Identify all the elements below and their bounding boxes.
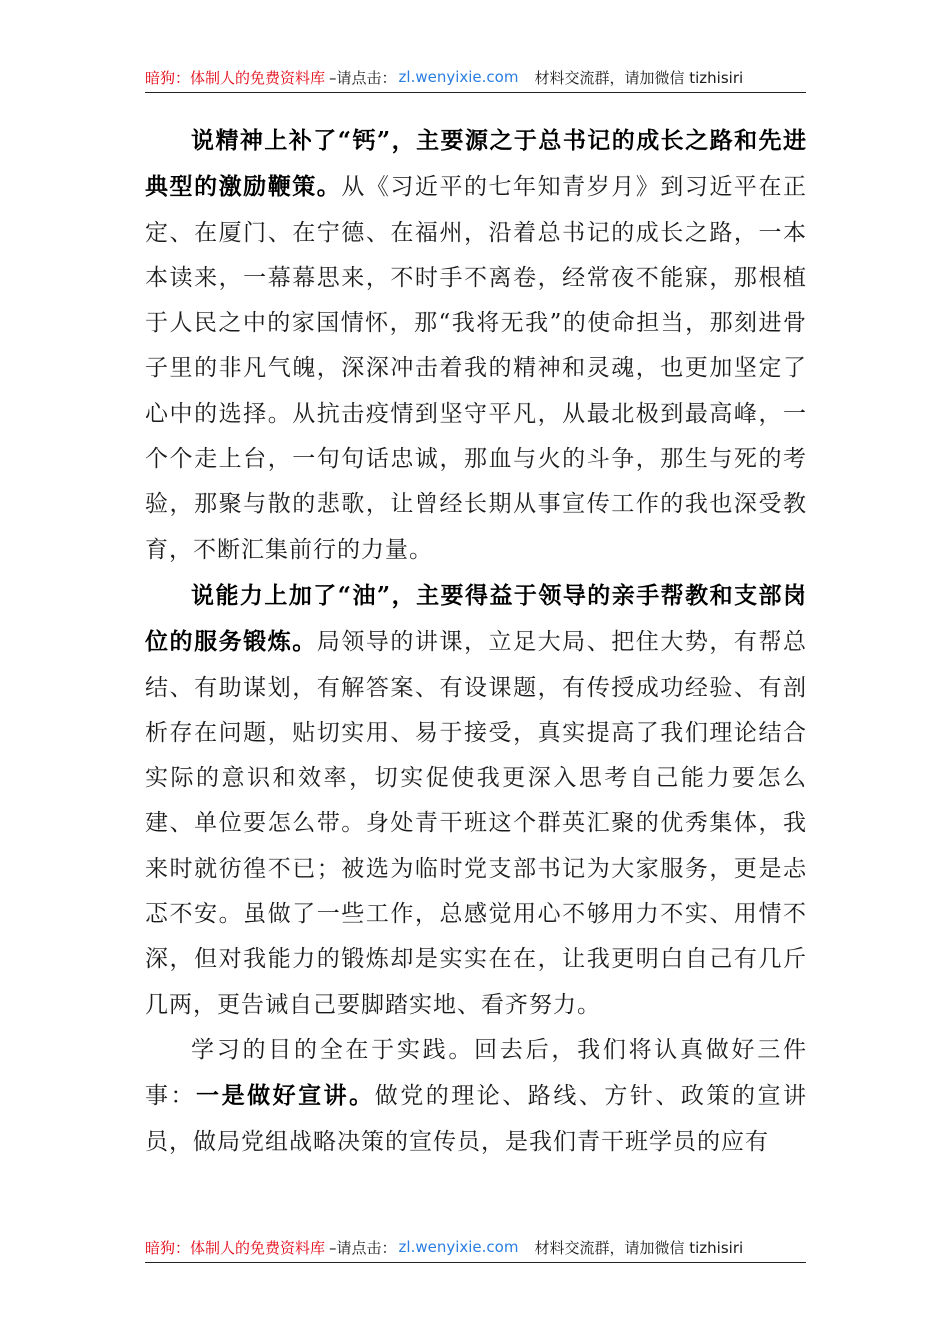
paragraph-ability-lead: 说能力上加了“油”，主要得益于领导的亲手帮教和支部岗位的服务锻炼。 xyxy=(145,581,807,656)
footer-click-label: –请点击： xyxy=(329,1238,397,1257)
paragraph-practice-pre: 学习的目的全在于实践。回去后，我们将认真做好三件事： xyxy=(145,1036,807,1110)
footer-group-note: 材料交流群，请加微信 tizhisiri xyxy=(534,1238,744,1257)
footer-banner xyxy=(145,1232,806,1263)
paragraph-spirit xyxy=(145,118,807,573)
header-url-link[interactable]: zl.wenyixie.com xyxy=(398,68,519,86)
header-brand-link[interactable]: 暗狗：体制人的免费资料库 xyxy=(145,68,326,87)
document-body xyxy=(145,118,807,1165)
paragraph-spirit-body: 从《习近平的七年知青岁月》到习近平在正定、在厦门、在宁德、在福州，沿着总书记的成长之路，一本本读来，一幕幕思来，不时手不离卷，经常夜不能寐，那根植于人民之中的家国情怀，那“我将无我”的使命担当，那刻进骨子里的非凡气魄，深深冲击着我的精神和灵魂，也更加坚定了心中的选择。从抗击疫情到坚守平凡，从最北极到最高峰，一个个走上台，一句句话忠诚，那血与火的斗争，那生与死的考验，那聚与散的悲歌，让曾经长期从事宣传工作的我也深受教育，不断汇集前行的力量。 xyxy=(145,174,808,563)
paragraph-practice-lead: 一是做好宣讲。 xyxy=(196,1082,375,1110)
footer-url-link[interactable]: zl.wenyixie.com xyxy=(398,1238,519,1256)
paragraph-ability xyxy=(145,573,807,1028)
paragraph-spirit-lead: 说精神上补了“钙”，主要源之于总书记的成长之路和先进典型的激励鞭策。 xyxy=(145,127,807,201)
paragraph-ability-body: 局领导的讲课，立足大局、把住大势，有帮总结、有助谋划，有解答案、有设课题，有传授成功经验、有剖析存在问题，贴切实用、易于接受，真实提高了我们理论结合实际的意识和效率，切实促使我更深入思考自己能力要怎么建、单位要怎么带。身处青干班这个群英汇聚的优秀集体，我来时就彷徨不已；被选为临时党支部书记为大家服务，更是忐忑不安。虽做了一些工作，总感觉用心不够用力不实、用情不深，但对我能力的锻炼却是实实在在，让我更明白自己有几斤几两，更告诫自己要脚踏实地、看齐努力。 xyxy=(145,629,808,1018)
header-click-label: –请点击： xyxy=(329,68,397,87)
footer-brand-link[interactable]: 暗狗：体制人的免费资料库 xyxy=(145,1238,326,1257)
paragraph-practice-body: 做党的理论、路线、方针、政策的宣讲员，做局党组战略决策的宣传员，是我们青干班学员的应有 xyxy=(145,1083,808,1155)
header-banner xyxy=(145,62,806,93)
paragraph-practice xyxy=(145,1028,807,1165)
header-group-note: 材料交流群，请加微信 tizhisiri xyxy=(534,68,744,87)
